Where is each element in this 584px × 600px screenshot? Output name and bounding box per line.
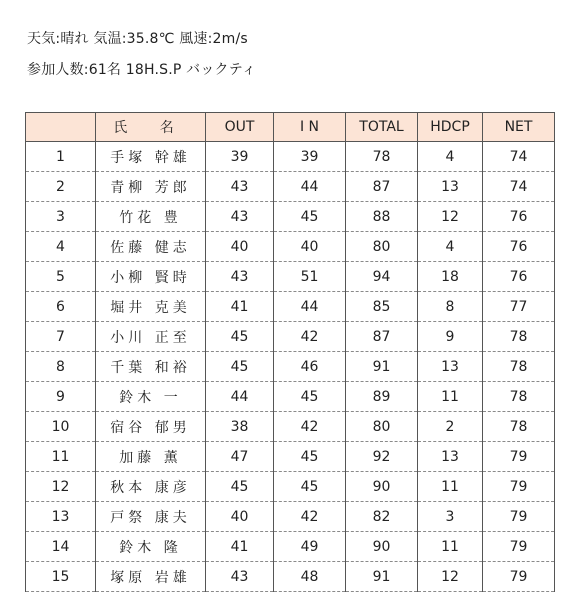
net-score-cell: 79 <box>483 532 555 562</box>
total-score-cell: 91 <box>346 562 418 592</box>
in-score-cell: 45 <box>274 442 346 472</box>
total-score-cell: 89 <box>346 382 418 412</box>
out-score-cell: 38 <box>206 412 274 442</box>
rank-cell: 13 <box>26 502 96 532</box>
rank-cell: 1 <box>26 142 96 172</box>
player-name-cell: 千葉 和裕 <box>96 352 206 382</box>
table-row <box>26 382 555 412</box>
total-score-cell: 94 <box>346 262 418 292</box>
player-name-cell: 秋本 康彦 <box>96 472 206 502</box>
rank-cell: 4 <box>26 232 96 262</box>
net-score-cell: 76 <box>483 262 555 292</box>
total-score-cell: 82 <box>346 502 418 532</box>
net-score-cell: 79 <box>483 562 555 592</box>
total-score-cell: 80 <box>346 412 418 442</box>
total-score-cell: 90 <box>346 472 418 502</box>
hdcp-cell: 4 <box>418 232 483 262</box>
in-score-cell: 42 <box>274 502 346 532</box>
hdcp-cell: 9 <box>418 322 483 352</box>
player-name-cell: 小川 正至 <box>96 322 206 352</box>
net-score-cell: 74 <box>483 172 555 202</box>
in-score-cell: 44 <box>274 292 346 322</box>
net-header: NET <box>483 113 555 142</box>
rank-cell: 15 <box>26 562 96 592</box>
hdcp-cell: 11 <box>418 472 483 502</box>
net-score-cell: 78 <box>483 352 555 382</box>
table-row <box>26 472 555 502</box>
hdcp-cell: 11 <box>418 532 483 562</box>
net-score-cell: 77 <box>483 292 555 322</box>
out-score-cell: 41 <box>206 292 274 322</box>
table-row <box>26 292 555 322</box>
header-row <box>26 113 555 142</box>
out-header: OUT <box>206 113 274 142</box>
table-row <box>26 172 555 202</box>
table-row <box>26 202 555 232</box>
hdcp-cell: 11 <box>418 382 483 412</box>
table-row <box>26 322 555 352</box>
in-score-cell: 39 <box>274 142 346 172</box>
total-score-cell: 91 <box>346 352 418 382</box>
net-score-cell: 76 <box>483 232 555 262</box>
out-score-cell: 43 <box>206 262 274 292</box>
hdcp-cell: 4 <box>418 142 483 172</box>
in-score-cell: 49 <box>274 532 346 562</box>
out-score-cell: 45 <box>206 472 274 502</box>
net-score-cell: 78 <box>483 382 555 412</box>
table-row <box>26 352 555 382</box>
hdcp-cell: 3 <box>418 502 483 532</box>
rank-cell: 3 <box>26 202 96 232</box>
rank-cell: 5 <box>26 262 96 292</box>
table-row <box>26 442 555 472</box>
in-header: I N <box>274 113 346 142</box>
total-score-cell: 87 <box>346 172 418 202</box>
hdcp-cell: 18 <box>418 262 483 292</box>
net-score-cell: 74 <box>483 142 555 172</box>
hdcp-cell: 13 <box>418 172 483 202</box>
net-score-cell: 76 <box>483 202 555 232</box>
player-name-cell: 竹花 豊 <box>96 202 206 232</box>
in-score-cell: 40 <box>274 232 346 262</box>
results-table <box>25 112 555 592</box>
hdcp-cell: 2 <box>418 412 483 442</box>
rank-cell: 9 <box>26 382 96 412</box>
rank-cell: 7 <box>26 322 96 352</box>
out-score-cell: 47 <box>206 442 274 472</box>
player-name-cell: 佐藤 健志 <box>96 232 206 262</box>
total-score-cell: 87 <box>346 322 418 352</box>
in-score-cell: 48 <box>274 562 346 592</box>
rank-header <box>26 113 96 142</box>
net-score-cell: 79 <box>483 502 555 532</box>
player-name-cell: 加藤 薫 <box>96 442 206 472</box>
table-row <box>26 532 555 562</box>
in-score-cell: 42 <box>274 322 346 352</box>
total-score-cell: 78 <box>346 142 418 172</box>
hdcp-cell: 12 <box>418 202 483 232</box>
total-score-cell: 92 <box>346 442 418 472</box>
player-name-cell: 小柳 賢時 <box>96 262 206 292</box>
out-score-cell: 40 <box>206 502 274 532</box>
rank-cell: 12 <box>26 472 96 502</box>
rank-cell: 10 <box>26 412 96 442</box>
in-score-cell: 45 <box>274 472 346 502</box>
out-score-cell: 44 <box>206 382 274 412</box>
total-score-cell: 88 <box>346 202 418 232</box>
hdcp-cell: 12 <box>418 562 483 592</box>
player-name-cell: 堀井 克美 <box>96 292 206 322</box>
table-row <box>26 262 555 292</box>
rank-cell: 11 <box>26 442 96 472</box>
player-name-cell: 戸祭 康夫 <box>96 502 206 532</box>
rank-cell: 14 <box>26 532 96 562</box>
out-score-cell: 43 <box>206 172 274 202</box>
out-score-cell: 43 <box>206 562 274 592</box>
total-score-cell: 85 <box>346 292 418 322</box>
table-row <box>26 562 555 592</box>
in-score-cell: 42 <box>274 412 346 442</box>
rank-cell: 8 <box>26 352 96 382</box>
participants-info: 参加人数:61名 18H.S.P バックティ <box>27 62 257 78</box>
player-name-cell: 宿谷 郁男 <box>96 412 206 442</box>
rank-cell: 6 <box>26 292 96 322</box>
net-score-cell: 79 <box>483 442 555 472</box>
net-score-cell: 78 <box>483 412 555 442</box>
hdcp-cell: 13 <box>418 442 483 472</box>
net-score-cell: 79 <box>483 472 555 502</box>
player-name-cell: 手塚 幹雄 <box>96 142 206 172</box>
in-score-cell: 51 <box>274 262 346 292</box>
player-name-cell: 鈴木 一 <box>96 382 206 412</box>
total-header: TOTAL <box>346 113 418 142</box>
name-header: 氏 名 <box>96 113 206 142</box>
hdcp-cell: 8 <box>418 292 483 322</box>
rank-cell: 2 <box>26 172 96 202</box>
out-score-cell: 43 <box>206 202 274 232</box>
total-score-cell: 80 <box>346 232 418 262</box>
weather-info: 天気:晴れ 気温:35.8℃ 風速:2m/s <box>27 31 248 47</box>
out-score-cell: 41 <box>206 532 274 562</box>
out-score-cell: 39 <box>206 142 274 172</box>
net-score-cell: 78 <box>483 322 555 352</box>
out-score-cell: 40 <box>206 232 274 262</box>
in-score-cell: 44 <box>274 172 346 202</box>
player-name-cell: 青柳 芳郎 <box>96 172 206 202</box>
player-name-cell: 塚原 岩雄 <box>96 562 206 592</box>
in-score-cell: 46 <box>274 352 346 382</box>
out-score-cell: 45 <box>206 352 274 382</box>
table-row <box>26 502 555 532</box>
table-row <box>26 412 555 442</box>
table-row <box>26 142 555 172</box>
hdcp-header: HDCP <box>418 113 483 142</box>
in-score-cell: 45 <box>274 202 346 232</box>
player-name-cell: 鈴木 隆 <box>96 532 206 562</box>
out-score-cell: 45 <box>206 322 274 352</box>
table-row <box>26 232 555 262</box>
hdcp-cell: 13 <box>418 352 483 382</box>
in-score-cell: 45 <box>274 382 346 412</box>
total-score-cell: 90 <box>346 532 418 562</box>
